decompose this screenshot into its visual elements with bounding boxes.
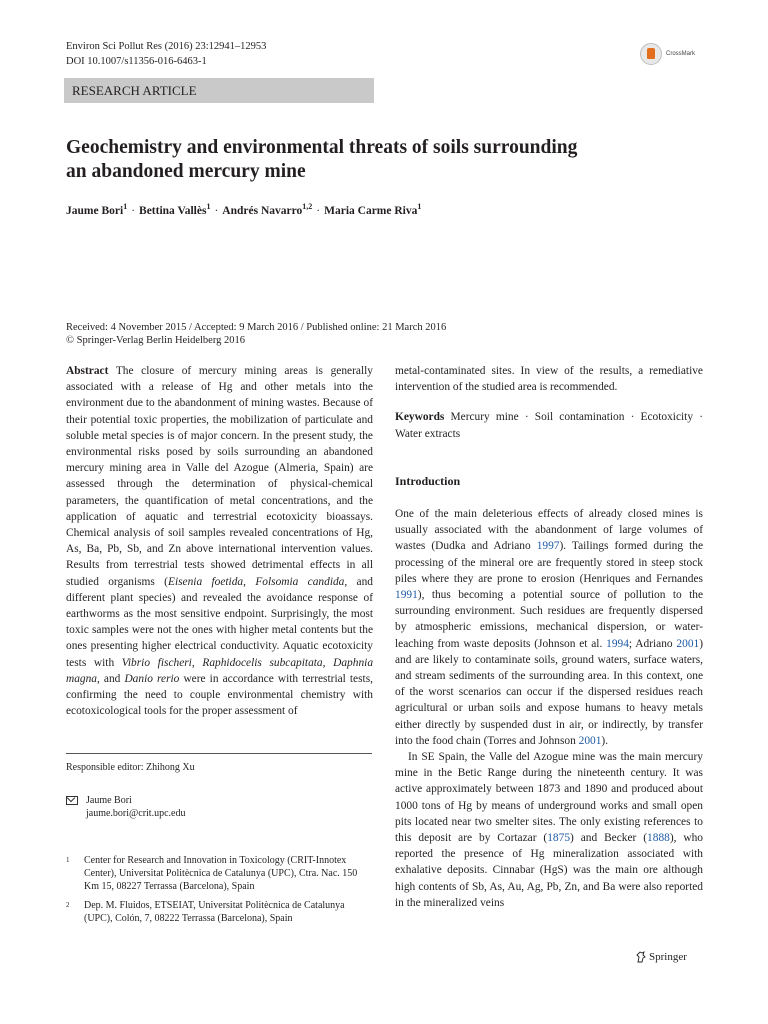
affiliation-item [66,899,376,925]
affiliation-number: 1 [66,856,70,864]
publisher-footer [636,951,687,963]
species-name: Daphnia magna [66,656,374,685]
author-separator: · [316,205,321,217]
responsible-editor: Responsible editor: Zhihong Xu [66,762,195,773]
introduction-paragraph-2 [395,749,703,911]
article-title [66,136,706,184]
doi-link[interactable]: DOI 10.1007/s11356-016-6463-1 [66,56,207,67]
publication-dates: Received: 4 November 2015 / Accepted: 9 March 2016 / Published online: 21 March 2016 [66,322,447,333]
body-text: ). [601,734,609,747]
keywords-paragraph [395,409,703,441]
author-affiliation-mark[interactable]: 1,2 [302,202,313,211]
abstract-text: , [322,656,334,669]
species-name: Vibrio fischeri [121,656,192,669]
abstract-text: , [243,575,256,588]
author-name[interactable]: Andrés Navarro [222,205,303,217]
abstract-heading: Abstract [66,365,109,377]
author-affiliation-mark[interactable]: 1 [123,202,128,211]
title-line-1: Geochemistry and environmental threats of soils surrounding [66,137,578,158]
correspondence-name: Jaume Bori [86,795,132,806]
body-text: ) and Becker ( [570,832,648,845]
body-text: ), who reported the presence of Hg mineralization associated with exhalative deposits. Cinnabar (HgS) was the main ore although high contents of Sb, As, Au, Ag, Pb, Zn, and Ba were also reported in the mineralized veins [395,832,703,909]
citation-link[interactable]: 1994 [606,637,629,650]
footnote-divider [66,753,372,754]
species-name: Raphidocelis subcapitata [202,656,323,669]
journal-reference: Environ Sci Pollut Res (2016) 23:12941–12953 [66,41,267,52]
citation-link[interactable]: 1997 [536,540,560,553]
author-separator: · [214,205,219,217]
publisher-name: Springer [649,951,687,963]
springer-horse-icon [636,951,646,963]
affiliation-item [66,854,376,893]
keywords-heading: Keywords [395,411,445,424]
keywords-text: Mercury mine · Soil contamination · Ecotoxicity · Water extracts [395,411,703,440]
body-text: One of the main deleterious effects of already closed mines is usually associated with the abandonment of large volumes of wastes (Dudka and Adriano [395,508,703,553]
abstract-text: , and different plant species) and revealed the avoidance response of earthworms as the most sensitive endpoint. Surprisingly, the most toxic samples were not the ones with higher metal contents but the ones presenting higher electrical conductivity. Aquatic ecotoxicity tests with [66,575,373,669]
correspondence-block [66,794,185,820]
body-text: ), thus becoming a potential source of pollution to the surrounding environment. Such residues are frequently dispersed by atmospheric emissions, mechanical dispersion, or water-leaching from waste deposits (Johnson et al. [395,589,703,650]
abstract-text: , [191,656,203,669]
abstract-continuation: metal-contaminated sites. In view of the results, a remediative intervention of the studied area is recommended. [395,365,703,394]
author-affiliation-mark[interactable]: 1 [417,202,422,211]
affiliation-text: Center for Research and Innovation in Toxicology (CRIT-Innotex Center), Universitat Politècnica de Catalunya (UPC), Ctra. Nac. 150 Km 15, 08227 Terrassa (Barcelona), Spain [84,855,358,892]
article-type-banner: RESEARCH ARTICLE [64,78,374,103]
crossmark-badge[interactable] [640,41,712,67]
abstract-text: , and [97,672,125,685]
copyright-notice: © Springer-Verlag Berlin Heidelberg 2016 [66,335,246,346]
species-name: Folsomia candida [255,575,345,588]
crossmark-label: CrossMark [666,51,696,57]
citation-link[interactable]: 1991 [395,589,418,602]
introduction-paragraph-1 [395,506,703,749]
introduction-heading: Introduction [395,473,461,488]
body-text: ). Tailings formed during the processing of the mineral ore are frequently stored in steep stock piles where they are prone to erosion (Henriques and Fernandes [395,540,703,585]
body-text: ; Adriano [628,637,677,650]
correspondence-email[interactable]: jaume.bori@crit.upc.edu [86,808,186,819]
author-name[interactable]: Maria Carme Riva [324,205,418,217]
author-affiliation-mark[interactable]: 1 [206,202,211,211]
abstract-text: were in accordance with terrestrial tests, confirming the need to couple environmental chemistry with ecotoxicological tools for the proper assessment of [66,672,373,718]
abstract-text: The closure of mercury mining areas is generally associated with a release of Hg and other metals into the environment due to the abandonment of mining wastes. Because of their potential toxic properties, the mobilization of particulate and soluble metal species is of major concern. In the present study, the environmental risks posed by soils surrounding an abandoned mercury mining area in Valle del Azogue (Almeria, Spain) are assessed through the determination of physical-chemical parameters, the quantification of metal concentrations, and the application of aquatic and terrestrial ecotoxicity bioassays. Chemical analysis of soil samples revealed concentrations of Hg, As, Ba, Pb, Sb, and Zn above international intervention values. Results from terrestrial tests showed detrimental effects in all studied organisms ( [66,365,373,588]
citation-link[interactable]: 1875 [547,832,571,845]
title-line-2: an abandoned mercury mine [66,161,306,182]
author-name[interactable]: Bettina Vallès [139,205,207,217]
citation-link[interactable]: 2001 [676,637,700,650]
citation-link[interactable]: 1888 [647,832,670,845]
affiliation-number: 2 [66,901,70,909]
abstract-paragraph [66,363,373,719]
body-text: ) and are likely to contaminate soils, ground waters, surface waters, and stream sediments of the surrounding area. In this context, one of the worst scenarios can occur if the dispersed residues reach agricultural or urban soils and expose humans to heavy metals either directly by suspended dust in air, or indirectly, by transfer into the food chain (Torres and Johnson [395,637,703,747]
left-column [66,363,373,719]
body-text: In SE Spain, the Valle del Azogue mine was the main mercury mine in the Betic Range during the nineteenth century. It was active approximately between 1873 and 1890 and produced about 1000 tons of Hg by means of underground works and small open pits located near two smelter sites. The only existing references to this deposit are by Cortazar ( [395,751,703,845]
affiliation-text: Dep. M. Fluidos, ETSEIAT, Universitat Politècnica de Catalunya (UPC), Colón, 7, 08222 Terrassa (Barcelona), Spain [84,900,345,924]
author-name[interactable]: Jaume Bori [66,205,124,217]
citation-link[interactable]: 2001 [578,734,602,747]
crossmark-icon [640,43,662,65]
species-name: Danio rerio [124,672,180,685]
right-column [395,363,703,911]
author-separator: · [131,205,136,217]
species-name: Eisenia foetida [167,575,244,588]
author-list [66,202,422,217]
envelope-icon [66,796,78,805]
